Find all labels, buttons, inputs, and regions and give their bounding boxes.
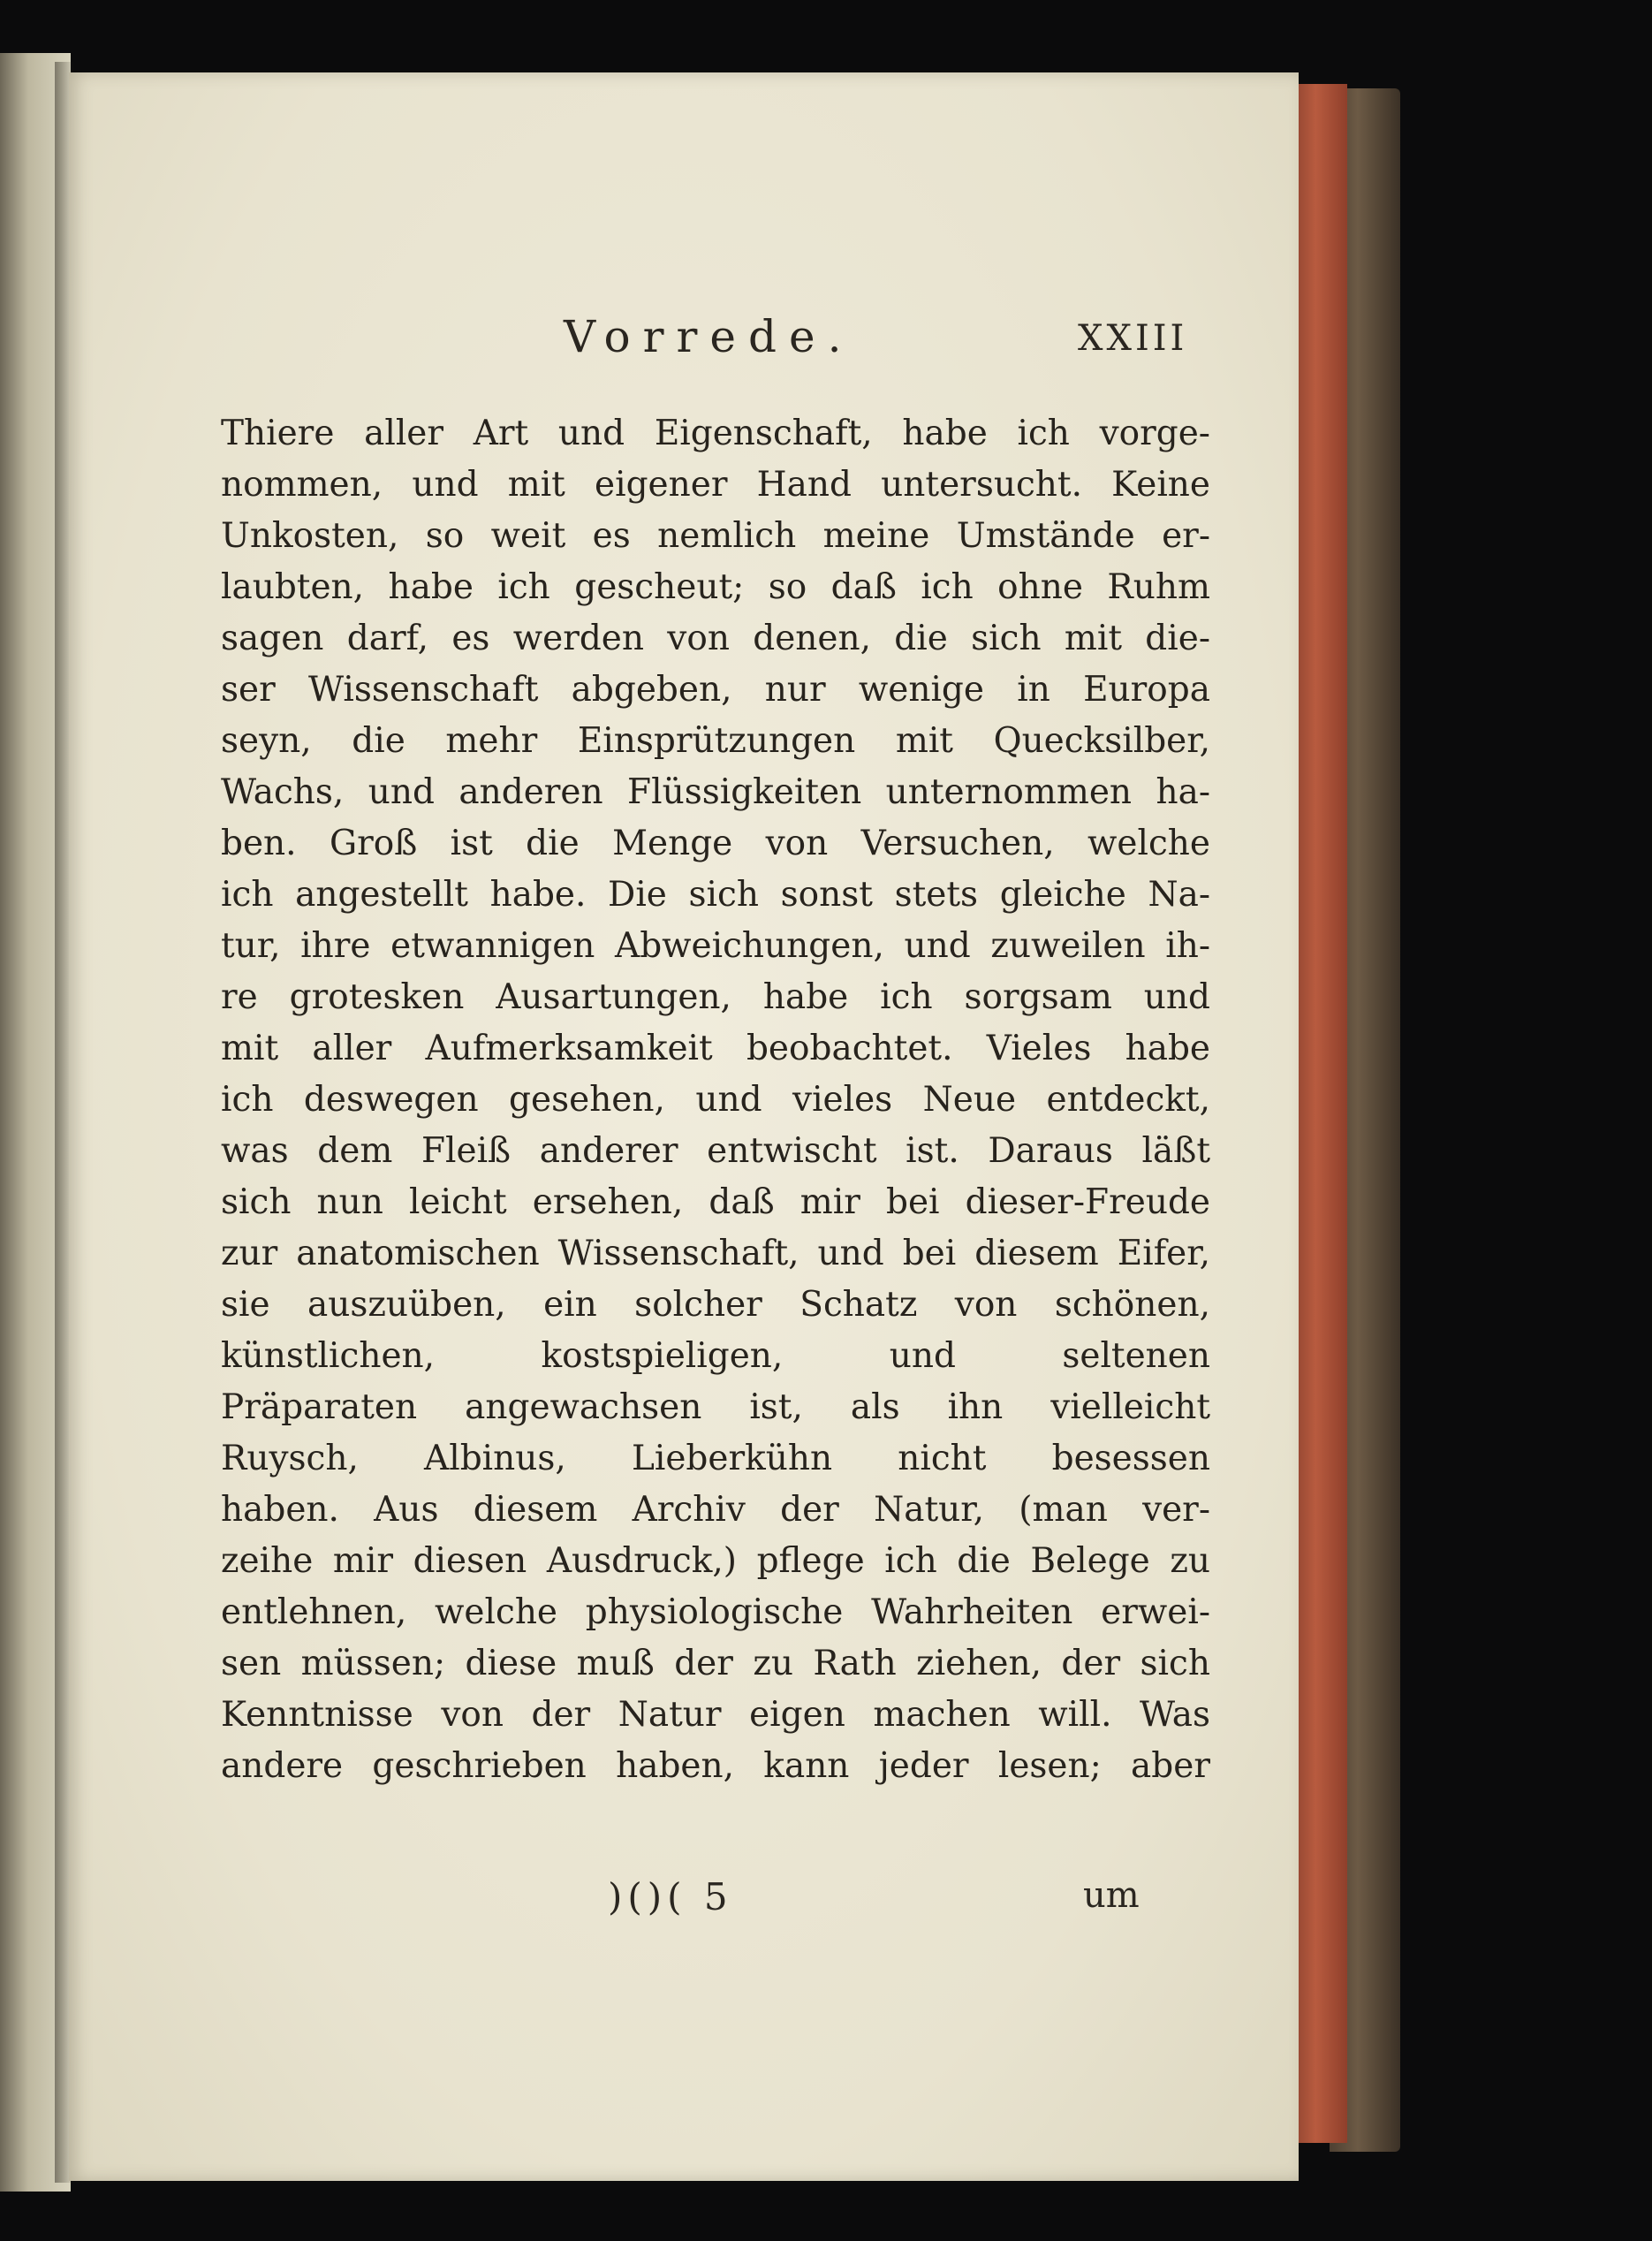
text-line: ser Wissenschaft abgeben, nur wenige in Europa [221,670,1210,710]
text-line: Unkosten, so weit es nemlich meine Umstände er- [221,516,1210,556]
catchword: um [1083,1875,1140,1916]
text-line: laubten, habe ich gescheut; so daß ich ohne Ruhm [221,567,1210,607]
text-line: andere geschrieben haben, kann jeder lesen; aber [221,1746,1210,1786]
text-line: zeihe mir diesen Ausdruck,) pflege ich die Belege zu [221,1541,1210,1581]
text-line: tur, ihre etwannigen Abweichungen, und zuweilen ih- [221,926,1210,966]
text-line: entlehnen, welche physiologische Wahrheiten erwei- [221,1592,1210,1632]
text-line: Wachs, und anderen Flüssigkeiten unternommen ha- [221,772,1210,812]
text-line: haben. Aus diesem Archiv der Natur, (man ver- [221,1490,1210,1530]
page-header [69,311,1299,373]
signature-mark: )()( 5 [608,1875,733,1918]
text-line: ben. Groß ist die Menge von Versuchen, welche [221,824,1210,863]
text-line: ich angestellt habe. Die sich sonst stets gleiche Na- [221,875,1210,915]
page-number: XXIII [1078,318,1188,359]
text-line: nommen, und mit eigener Hand untersucht. Keine [221,465,1210,505]
page-edges [1299,84,1347,2143]
text-line: sich nun leicht ersehen, daß mir bei dieser-Freude [221,1182,1210,1222]
text-line: sie auszuüben, ein solcher Schatz von schönen, [221,1285,1210,1325]
text-line: Kenntnisse von der Natur eigen machen will. Was [221,1695,1210,1735]
text-line: zur anatomischen Wissenschaft, und bei diesem Eifer, [221,1234,1210,1273]
text-line: sagen darf, es werden von denen, die sich mit die- [221,619,1210,658]
running-head: Vorrede. [564,311,854,362]
text-line: was dem Fleiß anderer entwischt ist. Daraus läßt [221,1131,1210,1171]
text-line: ich deswegen gesehen, und vieles Neue entdeckt, [221,1080,1210,1120]
text-line: Präparaten angewachsen ist, als ihn vielleicht [221,1387,1210,1427]
text-line: mit aller Aufmerksamkeit beobachtet. Vieles habe [221,1029,1210,1068]
body-text [221,408,1210,1792]
text-line: sen müssen; diese muß der zu Rath ziehen, der sich [221,1644,1210,1683]
text-line: Thiere aller Art und Eigenschaft, habe ich vorge- [221,414,1210,453]
book-page [69,72,1299,2181]
text-line: Ruysch, Albinus, Lieberkühn nicht besessen [221,1439,1210,1478]
text-line: seyn, die mehr Einsprützungen mit Quecksilber, [221,721,1210,761]
text-line: re grotesken Ausartungen, habe ich sorgsam und [221,977,1210,1017]
page-footer [69,1875,1299,1928]
text-line: künstlichen, kostspieligen, und seltenen [221,1336,1210,1376]
